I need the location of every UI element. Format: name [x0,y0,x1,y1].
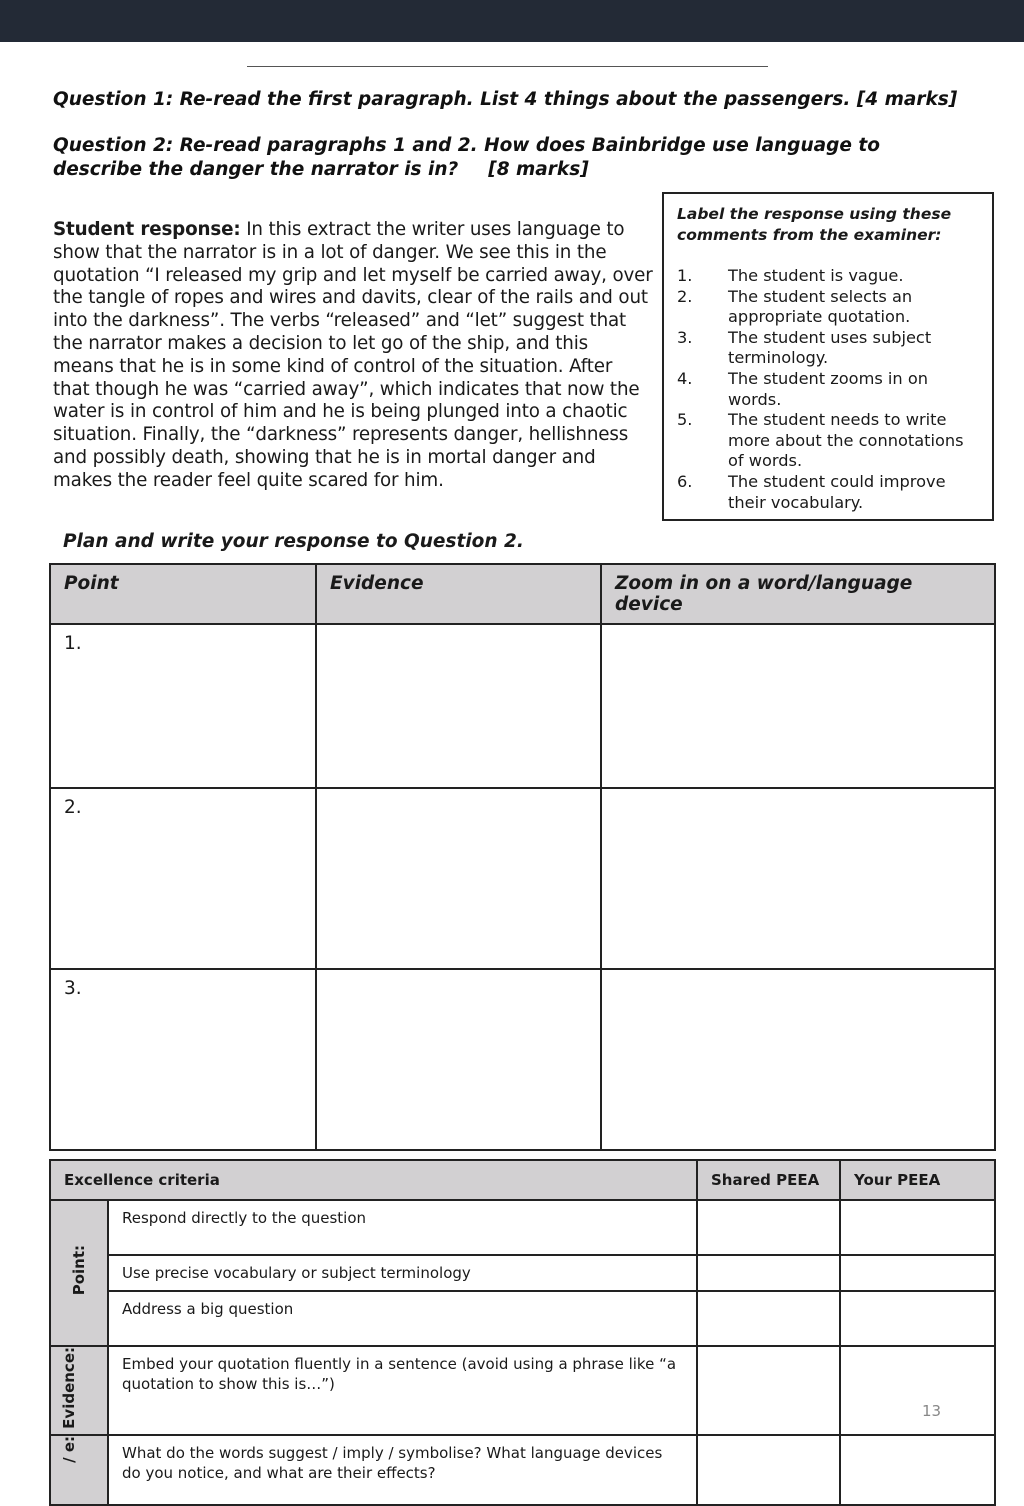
question-2-marks: [8 marks] [488,159,589,180]
category-point-label: Point: [70,1245,88,1296]
shared-peea-cell[interactable] [697,1255,840,1291]
category-evidence [50,1346,108,1435]
your-peea-cell[interactable] [840,1200,995,1255]
student-response-text: In this extract the writer uses language to show that the narrator is in a lot of danger. We see this in the quotation “I released my grip and let myself be carried away, over the tangle of ropes and wires and davits, clear of the rails and out into the darkness”. The verbs “released” and “let” suggest that the narrator makes a decision to let go of the ship, and this means that he is in some kind of control of the situation. After that though he was “carried away”, which indicates that now the water is in control of him and he is being plunged into a chaotic situation. Finally, the “darkness” represents danger, hellishness and possibly death, showing that he is in mortal danger and makes the reader feel quite scared for him. [53,219,653,491]
student-response-label: Student response: [53,219,241,240]
header-your-peea: Your PEEA [840,1160,995,1200]
header-excellence-criteria: Excellence criteria [50,1160,697,1200]
peea-cell-evidence[interactable] [316,788,601,969]
criteria-row [50,1346,995,1435]
examiner-item-text: The student needs to write more about the connotations of words. [728,410,964,471]
header-zoom: Zoom in on a word/language device [601,564,995,624]
shared-peea-cell[interactable] [697,1435,840,1505]
examiner-item-number: 4. [677,368,693,388]
plan-heading: Plan and write your response to Question 2. [63,531,524,552]
examiner-item-number: 6. [677,471,693,491]
examiner-item [677,328,980,369]
peea-table [49,563,996,1151]
peea-cell-zoom[interactable] [601,969,995,1150]
peea-cell-zoom[interactable] [601,624,995,788]
examiner-item-number: 1. [677,266,693,285]
criteria-row [50,1435,995,1505]
criterion-text: What do the words suggest / imply / symbolise? What language devices do you notice, and what are their effects? [108,1435,697,1505]
examiner-item-text: The student zooms in on words. [728,368,928,409]
criterion-text: Address a big question [108,1291,697,1346]
peea-row [50,788,995,969]
question-2 [53,134,953,182]
page-number: 13 [922,1402,942,1420]
peea-cell-evidence[interactable] [316,969,601,1150]
peea-cell-zoom[interactable] [601,788,995,969]
peea-header-row [50,564,995,624]
criteria-header-row [50,1160,995,1200]
peea-cell-point[interactable]: 2. [50,788,316,969]
shared-peea-cell[interactable] [697,1200,840,1255]
your-peea-cell[interactable] [840,1346,995,1435]
examiner-item-text: The student could improve their vocabulary. [728,471,946,512]
question-2-text: Question 2: Re-read paragraphs 1 and 2. How does Bainbridge use language to describe the danger the narrator is in? [53,135,880,180]
category-point [50,1200,108,1346]
criterion-text: Embed your quotation fluently in a sentence (avoid using a phrase like “a quotation to show this is…”) [108,1346,697,1435]
examiner-item-number: 3. [677,327,693,347]
criteria-row [50,1291,995,1346]
criteria-row [50,1200,995,1255]
header-point: Point [50,564,316,624]
header-rule [247,66,768,67]
peea-cell-point[interactable]: 3. [50,969,316,1150]
category-explain [50,1435,108,1505]
examiner-item [677,410,980,472]
your-peea-cell[interactable] [840,1291,995,1346]
examiner-item-text: The student is vague. [728,266,904,285]
peea-cell-point[interactable]: 1. [50,624,316,788]
examiner-comments-box [662,192,994,521]
question-1: Question 1: Re-read the first paragraph. List 4 things about the passengers. [4 marks] [53,89,958,110]
category-evidence-label: Evidence: [60,1347,78,1429]
peea-row [50,624,995,788]
examiner-item-number: 2. [677,286,693,306]
criteria-row [50,1255,995,1291]
examiner-item-text: The student uses subject terminology. [728,327,932,368]
criterion-text: Respond directly to the question [108,1200,697,1255]
your-peea-cell[interactable] [840,1435,995,1505]
shared-peea-cell[interactable] [697,1346,840,1435]
student-response [53,219,653,493]
examiner-item [677,287,980,328]
your-peea-cell[interactable] [840,1255,995,1291]
examiner-item [677,266,980,287]
category-explain-label: / e: [60,1436,78,1463]
examiner-heading: Label the response using these comments from the examiner: [677,205,952,244]
peea-row [50,969,995,1150]
criteria-table [49,1159,996,1506]
examiner-item [677,369,980,410]
header-evidence: Evidence [316,564,601,624]
examiner-item-number: 5. [677,410,693,430]
peea-cell-evidence[interactable] [316,624,601,788]
shared-peea-cell[interactable] [697,1291,840,1346]
top-bar [0,0,1024,42]
examiner-item [677,472,980,513]
examiner-item-text: The student selects an appropriate quotation. [728,286,913,327]
criterion-text: Use precise vocabulary or subject terminology [108,1255,697,1291]
header-shared-peea: Shared PEEA [697,1160,840,1200]
